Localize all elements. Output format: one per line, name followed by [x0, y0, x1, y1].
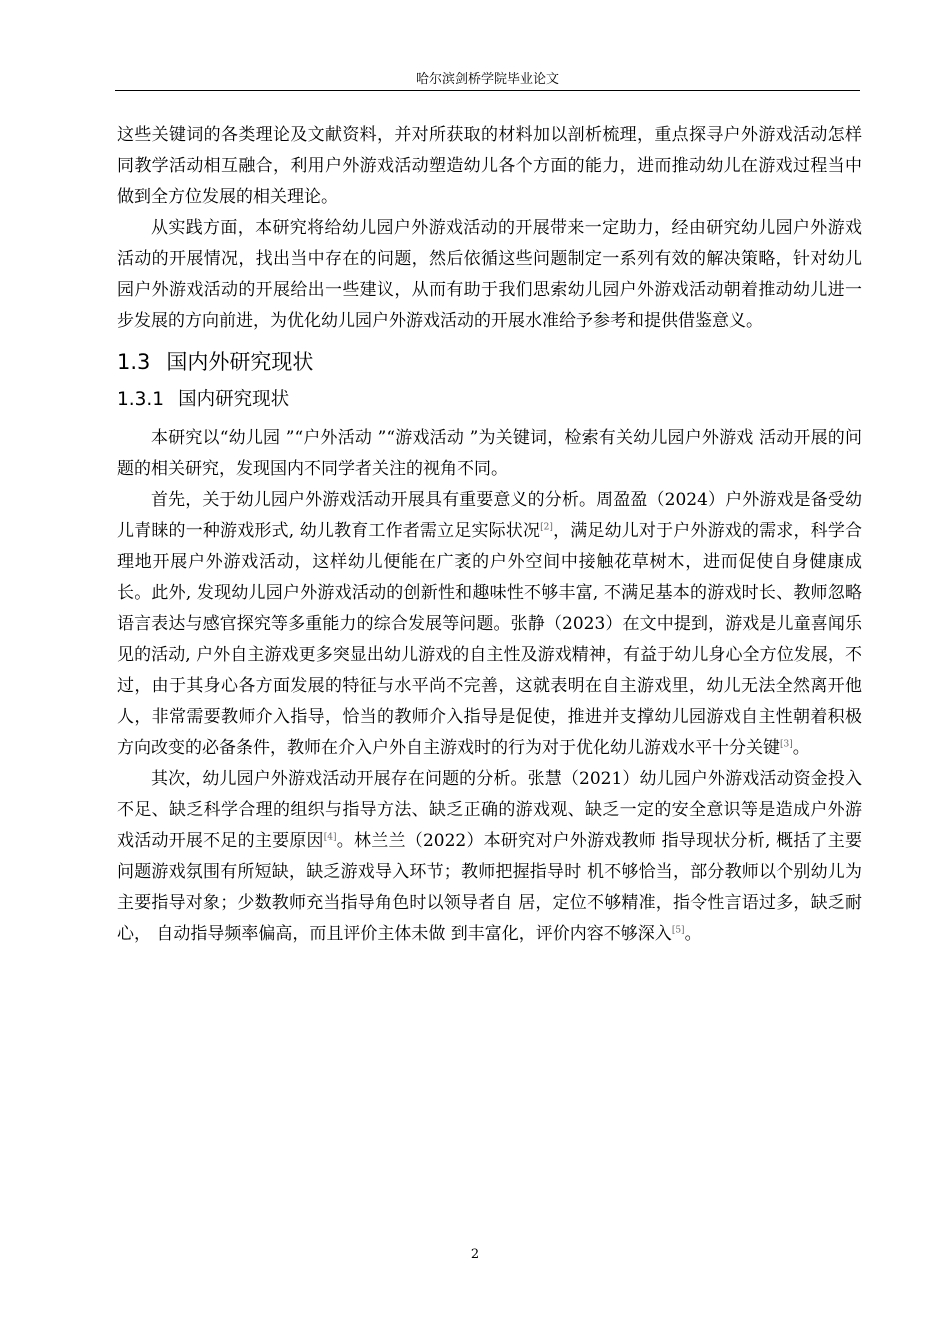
page-number: 2	[470, 1247, 480, 1262]
citation-ref: [4]	[323, 832, 337, 843]
section-heading-1-3	[117, 345, 862, 379]
paragraph-text: 。	[684, 924, 702, 944]
subsection-number: 1.3.1	[117, 389, 165, 410]
header-rule	[115, 90, 860, 91]
paragraph-significance-analysis	[117, 485, 862, 764]
section-title: 国内外研究现状	[166, 350, 314, 374]
citation-ref: [2]	[540, 522, 553, 533]
running-header: 哈尔滨剑桥学院毕业论文	[415, 72, 559, 87]
paragraph-text: 首先，关于幼儿园户外游戏活动开展具有重要意义的分析。周盈盈（2024）户外游戏是备受幼儿青睐的一种游戏形式, 幼儿教育工作者需立足实际状况	[117, 490, 862, 541]
paragraph-text: 。林兰兰（2022）本研究对户外游戏教师 指导现状分析, 概括了主要问题游戏氛围有所短缺，缺乏游戏导入环节；教师把握指导时 机不够恰当，部分教师以个别幼儿为主要指导对象；少数教师充当指导角色时以领导者自 居，定位不够精准，指令性言语过多，缺乏耐心， 自动指导频率偏高，而且评价主体未做 到丰富化，评价内容不够深入	[117, 831, 862, 944]
paragraph-text: ，满足幼儿对于户外游戏的需求，科学合理地开展户外游戏活动，这样幼儿便能在广袤的户外空间中接触花草树木，进而促使自身健康成长。此外, 发现幼儿园户外游戏活动的创新性和趣味性不够丰富, 不满足基本的游戏时长、教师忽略语言表达与感官探究等多重能力的综合发展等问题。张静（2023）在文中提到，游戏是儿童喜闻乐见的活动, 户外自主游戏更多突显出幼儿游戏的自主性及游戏精神，有益于幼儿身心全方位发展，不过，由于其身心各方面发展的特征与水平尚不完善，这就表明在自主游戏里，幼儿无法全然离开他人，非常需要教师介入指导，恰当的教师介入指导是促使，推进并支撑幼儿园游戏自主性朝着积极方向改变的必备条件，教师在介入户外自主游戏时的行为对于优化幼儿游戏水平十分关键	[117, 521, 863, 758]
subsection-title: 国内研究现状	[178, 389, 290, 410]
paragraph-text: 其次，幼儿园户外游戏活动开展存在问题的分析。张慧（2021）幼儿园户外游戏活动资金投入不足、缺乏科学合理的组织与指导方法、缺乏正确的游戏观、缺乏一定的安全意识等是造成户外游戏活动开展不足的主要原因	[117, 769, 862, 851]
page-body	[117, 120, 862, 950]
paragraph-practical-significance: 从实践方面，本研究将给幼儿园户外游戏活动的开展带来一定助力，经由研究幼儿园户外游戏活动的开展情况，找出当中存在的问题，然后依循这些问题制定一系列有效的解决策略，针对幼儿园户外游戏活动的开展给出一些建议，从而有助于我们思索幼儿园户外游戏活动朝着推动幼儿进一步发展的方向前进，为优化幼儿园户外游戏活动的开展水准给予参考和提供借鉴意义。	[117, 218, 862, 331]
paragraph-text: 。	[792, 738, 810, 758]
citation-ref: [5]	[671, 925, 685, 936]
citation-ref: [3]	[780, 739, 793, 750]
paragraph-problem-analysis	[117, 764, 862, 950]
subsection-heading-1-3-1	[117, 383, 862, 417]
section-number: 1.3	[117, 350, 151, 374]
paragraph-continued: 这些关键词的各类理论及文献资料，并对所获取的材料加以剖析梳理，重点探寻户外游戏活动怎样同教学活动相互融合，利用户外游戏活动塑造幼儿各个方面的能力，进而推动幼儿在游戏过程当中做到全方位发展的相关理论。	[117, 125, 862, 207]
paragraph-keywords: 本研究以“幼儿园 ”“户外活动 ”“游戏活动 ”为关键词，检索有关幼儿园户外游戏 活动开展的问题的相关研究，发现国内不同学者关注的视角不同。	[117, 428, 862, 479]
